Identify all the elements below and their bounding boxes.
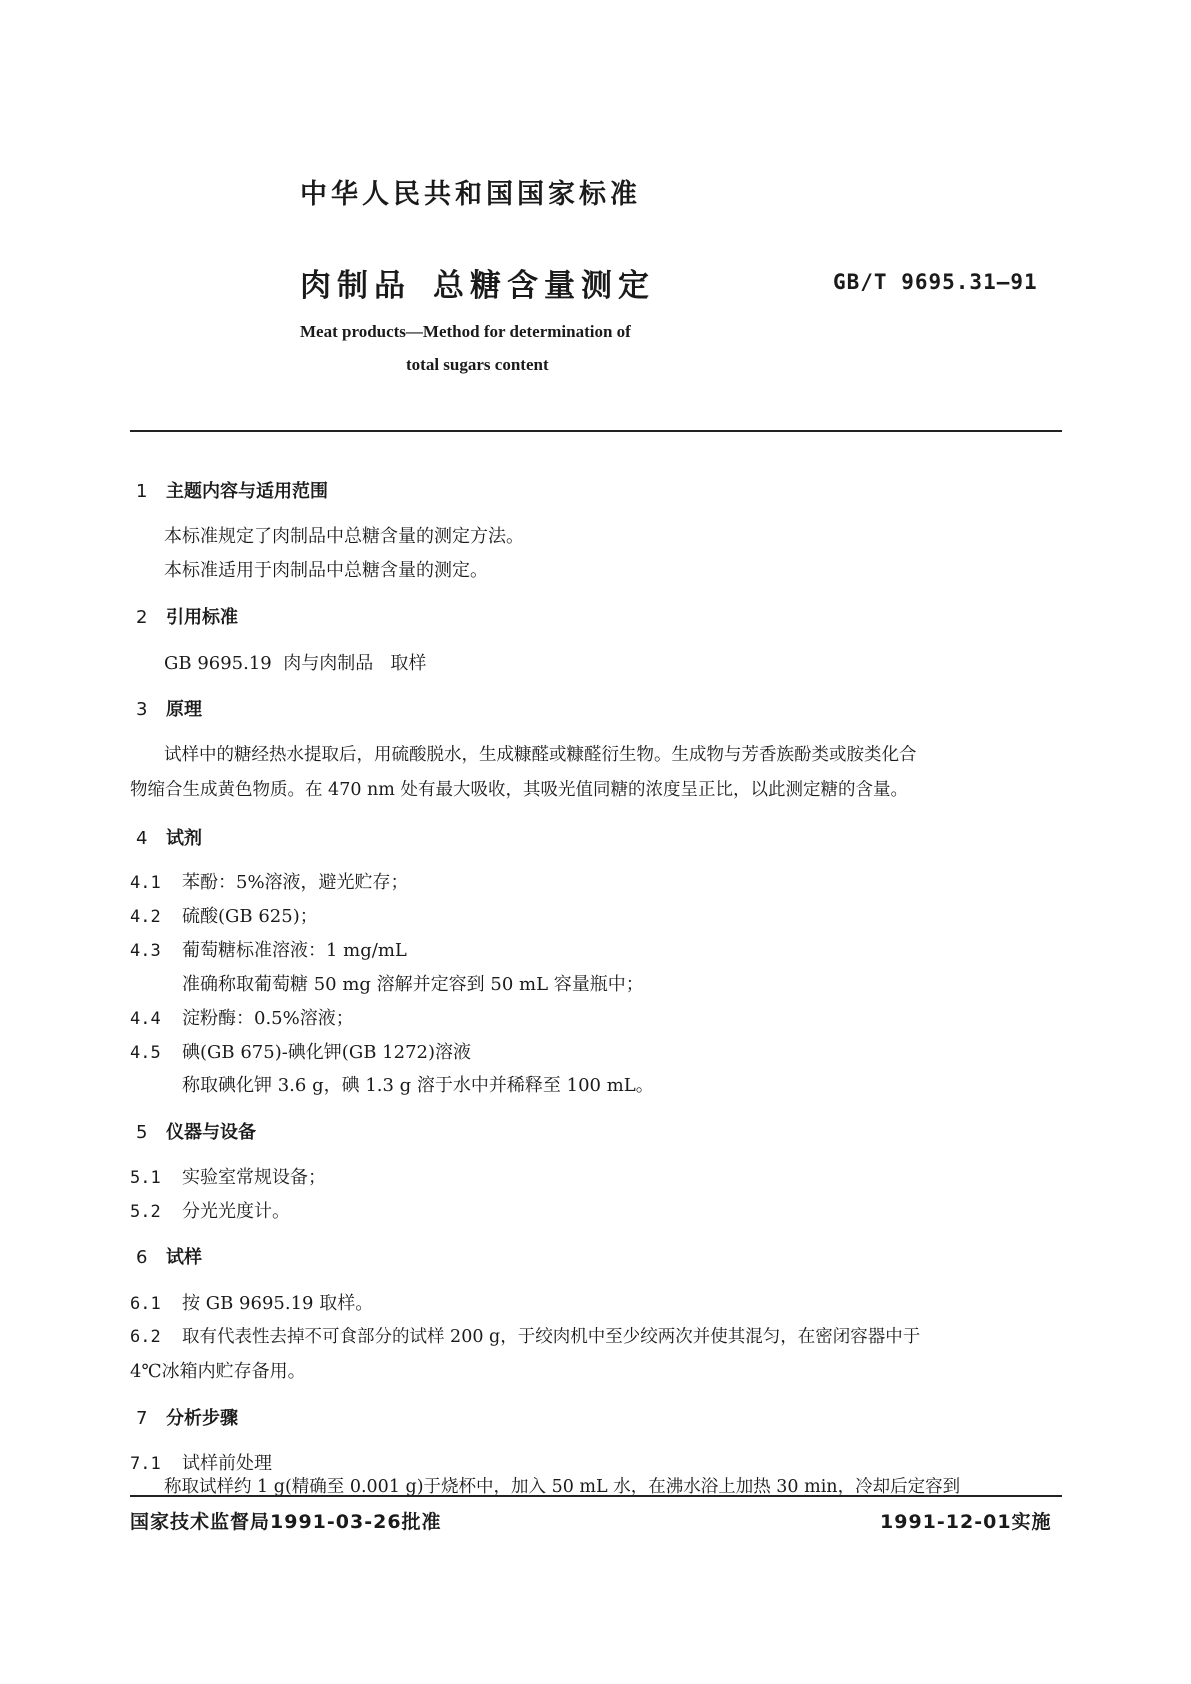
approval-date: 国家技术监督局1991-03-26批准 — [130, 1511, 442, 1533]
english-title-line-2: total sugars content — [406, 355, 549, 374]
section-6-heading: 6 试样 — [136, 1247, 202, 1268]
section-1-heading: 1 主题内容与适用范围 — [136, 481, 328, 502]
header-divider — [130, 430, 1062, 432]
implementation-date: 1991-12-01实施 — [880, 1511, 1052, 1533]
clause-6-2-continuation: 4℃冰箱内贮存备用。 — [130, 1361, 306, 1382]
clause-4-5-continuation: 称取碘化钾 3.6 g，碘 1.3 g 溶于水中并稀释至 100 mL。 — [182, 1075, 654, 1096]
standard-code: GB/T 9695.31—91 — [833, 270, 1038, 294]
clause-4-4: 4.4 淀粉酶：0.5%溶液； — [130, 1008, 354, 1029]
english-title-line-1: Meat products—Method for determination of — [300, 322, 631, 341]
clause-4-1: 4.1 苯酚：5%溶液，避光贮存； — [130, 872, 409, 893]
section-7-heading: 7 分析步骤 — [136, 1408, 238, 1429]
clause-6-1: 6.1 按 GB 9695.19 取样。 — [130, 1293, 374, 1314]
section-1-paragraph-2: 本标准适用于肉制品中总糖含量的测定。 — [164, 560, 488, 581]
section-3-paragraph-2: 物缩合生成黄色物质。在 470 nm 处有最大吸收，其吸光值同糖的浓度呈正比，以此测定糖的含量。 — [130, 780, 908, 800]
section-3-heading: 3 原理 — [136, 699, 202, 720]
national-standard-heading: 中华人民共和国国家标准 — [300, 179, 641, 210]
clause-4-3-continuation: 准确称取葡萄糖 50 mg 溶解并定容到 50 mL 容量瓶中； — [182, 974, 644, 995]
document-title — [300, 260, 655, 305]
section-2-reference: GB 9695.19 肉与肉制品 取样 — [164, 653, 427, 674]
title-part-1: 肉制品 — [300, 268, 411, 304]
clause-5-1: 5.1 实验室常规设备； — [130, 1167, 326, 1188]
footer-divider — [130, 1495, 1062, 1497]
section-4-heading: 4 试剂 — [136, 828, 202, 849]
section-3-paragraph-1: 试样中的糖经热水提取后，用硫酸脱水，生成糠醛或糠醛衍生物。生成物与芳香族酚类或胺类化合 — [164, 745, 917, 765]
clause-5-2: 5.2 分光光度计。 — [130, 1201, 290, 1222]
section-1-paragraph-1: 本标准规定了肉制品中总糖含量的测定方法。 — [164, 526, 524, 547]
clause-4-5: 4.5 碘(GB 675)-碘化钾(GB 1272)溶液 — [130, 1042, 471, 1063]
clause-7-1: 7.1 试样前处理 — [130, 1453, 272, 1474]
clause-7-1-continuation: 称取试样约 1 g(精确至 0.001 g)于烧杯中，加入 50 mL 水，在沸水浴上加热 30 min，冷却后定容到 — [164, 1477, 961, 1497]
clause-6-2: 6.2 取有代表性去掉不可食部分的试样 200 g，于绞肉机中至少绞两次并使其混匀，在密闭容器中于 — [130, 1327, 921, 1347]
clause-4-2: 4.2 硫酸(GB 625)； — [130, 906, 318, 927]
section-5-heading: 5 仪器与设备 — [136, 1122, 256, 1143]
clause-4-3: 4.3 葡萄糖标准溶液：1 mg/mL — [130, 940, 407, 961]
title-part-2: 总糖含量测定 — [433, 268, 655, 304]
section-2-heading: 2 引用标准 — [136, 607, 238, 628]
